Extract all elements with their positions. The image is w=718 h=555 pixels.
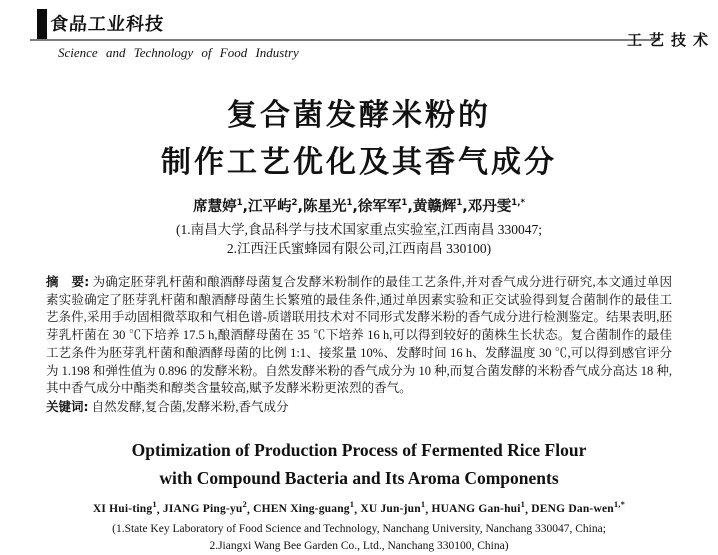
article-title-chinese-line1: 复合菌发酵米粉的 [227, 99, 491, 132]
affiliation-english-2: 2.Jiangxi Wang Bee Garden Co., Ltd., Nanchang 330100, China) [209, 540, 509, 553]
section-label: 工艺技术 [626, 31, 715, 49]
author-name: XU Jun-jun$^1$ [360, 499, 426, 516]
keywords-text: 自然发酵,复合菌,发酵米粉,香气成分 [91, 399, 289, 414]
affiliations-chinese [0, 220, 718, 258]
author-name: CHEN Xing-guang$^1$ [253, 499, 355, 516]
author-name: 江平屿$^2$ [248, 198, 298, 215]
article-title-english-line1: Optimization of Production Process of Fermented Rice Flour [131, 439, 587, 460]
affiliation-chinese-2: 2.江西汪氏蜜蜂园有限公司,江西南昌 330100) [226, 241, 492, 256]
authors-english: XI Hui-ting$^1$, JIANG Ping-$yu^2$, CHEN Xing-guang$^1$, XU Jun-jun$^1$, HUANG Gan-hui$^1$, DENG Dan-wen$^{1,*}$ [92, 499, 626, 516]
journal-logo-chinese: 食品工业科技 [49, 10, 173, 41]
affiliation-chinese-1: (1.南昌大学,食品科学与技术国家重点实验室,江西南昌 330047; [176, 222, 542, 237]
keywords [46, 398, 672, 417]
author-name: 邓丹雯$^{1,*}$ [467, 198, 525, 215]
author-name: 黄赣辉$^1$ [412, 198, 463, 215]
affiliations-english [0, 521, 718, 555]
author-name: 席慧婷$^1$ [193, 198, 243, 215]
author-name: DENG Dan-wen$^{1,*}$ [531, 499, 626, 516]
authors-chinese: 席慧婷$^1$,江平屿$^2$,陈星光$^1$,徐军军$^1$,黄赣辉$^1$,邓丹雯$^{1,*}$ [193, 198, 525, 215]
abstract-text: 为确定胚芽乳杆菌和酿酒酵母菌复合发酵米粉制作的最佳工艺条件,并对香气成分进行研究,本文通过单因素实验确定了胚芽乳杆菌和酿酒酵母菌生长繁殖的最佳条件,通过单因素实验和正交试验得到复合菌制作的最佳工艺条件,采用手动固相微萃取和气相色谱-质谱联用技术对不同形式发酵米粉的香气成分进行检测鉴定。结果表明,胚芽乳杆菌在 30 ℃下培养 17.5 h,酿酒酵母菌在 35 ℃下培养 16 h,可以得到较好的菌株生长状态。复合菌制作的最佳工艺条件为胚芽乳杆菌和酿酒酵母菌的比例 1:1、接浆量 10%、发酵时间 16 h、发酵温度 30 ℃,可以得到感官评分为 1.198 和弹性值为 0.896 的发酵米粉。自然发酵米粉的香气成分为 10 种,而复合菌发酵的米粉香气成分高达 18 种,其中香气成分中酯类和醇类含量较高,赋予发酵米粉更浓烈的香气。 [46, 275, 672, 396]
abstract-label: 摘 要: [46, 274, 90, 289]
affiliation-english-1: (1.State Key Laboratory of Food Science and Technology, Nanchang University, Nanchang 330047, China; [112, 523, 606, 536]
keywords-label: 关键词: [46, 398, 89, 414]
article-title-chinese [0, 92, 718, 186]
article-title-english [0, 436, 718, 492]
journal-logo-english: Science and Technology of Food Industry [58, 45, 299, 60]
author-name: 徐军军$^1$ [357, 198, 408, 215]
author-name: XI Hui-ting$^1$ [92, 499, 157, 516]
article-title-chinese-line2: 制作工艺优化及其香气成分 [161, 146, 557, 179]
logo-bar [37, 9, 47, 40]
header-divider [30, 39, 660, 41]
author-name: HUANG Gan-hui$^1$ [431, 499, 526, 516]
abstract [46, 273, 672, 398]
journal-header [0, 0, 718, 62]
article-title-english-line2: with Compound Bacteria and Its Aroma Components [159, 467, 559, 488]
author-name: JIANG Ping-$yu^2$ [162, 499, 247, 516]
author-name: 陈星光$^1$ [302, 198, 353, 215]
